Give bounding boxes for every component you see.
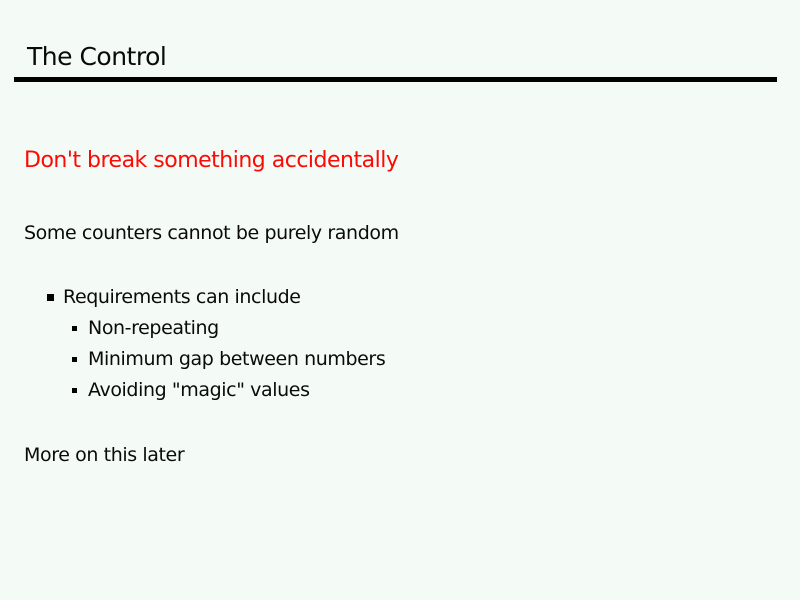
list-item [72,317,219,339]
list-item [72,379,310,401]
list-item [72,348,385,370]
square-bullet-icon [47,294,54,301]
list-item-label: Avoiding "magic" values [88,379,310,401]
title-underline-rule [14,77,777,82]
list-item-label: Minimum gap between numbers [88,348,386,370]
list-item-label: Non-repeating [88,317,219,339]
square-bullet-icon [72,388,77,393]
footer-note: More on this later [24,444,185,466]
slide-heading: Don't break something accidentally [24,148,399,173]
square-bullet-icon [72,357,77,362]
list-item [47,286,301,308]
square-bullet-icon [72,326,77,331]
list-item-label: Requirements can include [63,286,301,308]
intro-text: Some counters cannot be purely random [24,222,399,244]
slide-title: The Control [27,42,167,71]
